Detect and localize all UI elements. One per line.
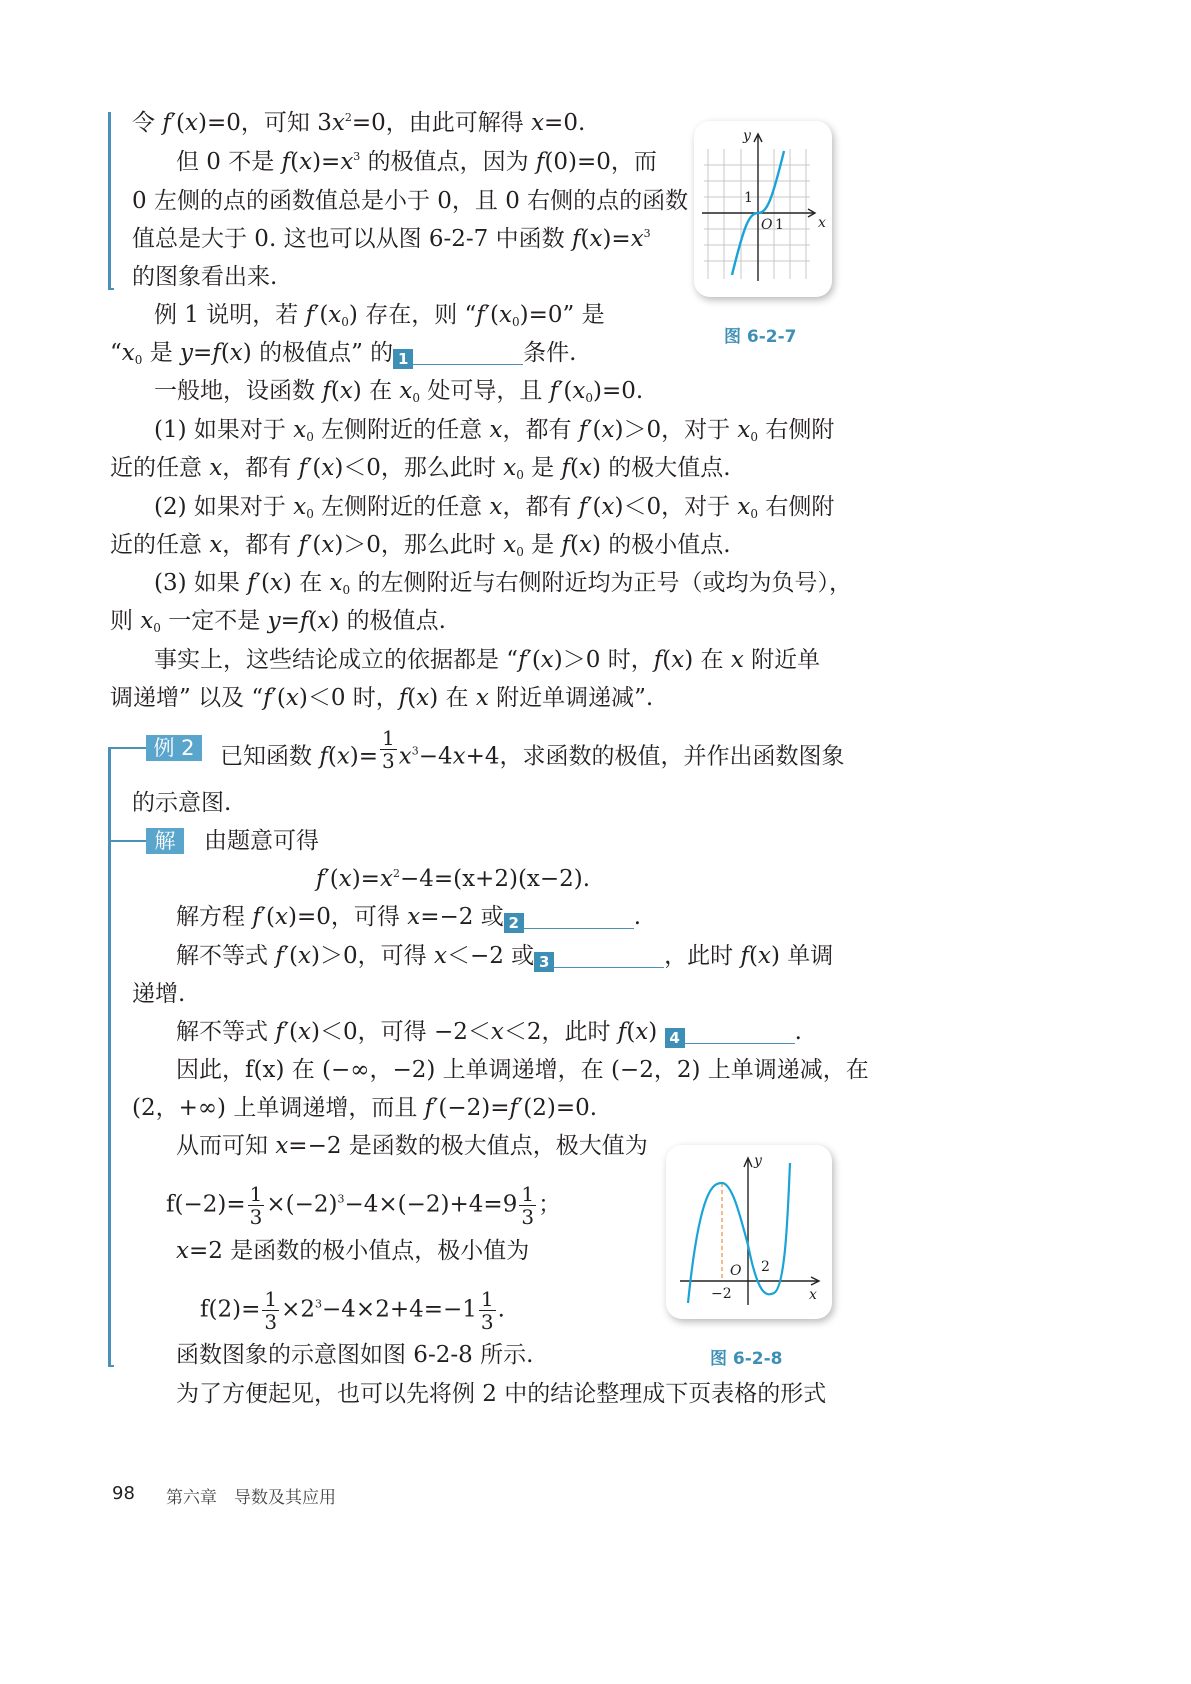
cubic-graph	[694, 121, 832, 297]
solution-figure-ref: 函数图象的示意图如图 6-2-8 所示.	[176, 1342, 534, 1368]
fig1-x-tick: 1	[775, 217, 784, 233]
solution-intro: 由题意可得	[204, 828, 319, 854]
solution-min-intro: x=2 是函数的极小值点，极小值为	[176, 1238, 530, 1264]
chapter-title: 第六章 导数及其应用	[166, 1488, 336, 1508]
fact-line1: 事实上，这些结论成立的依据都是 “f′(x)＞0 时，f(x) 在 x 附近单	[154, 647, 821, 673]
solution-tag: 解	[146, 828, 184, 854]
solution-step4-cont: (2，+∞) 上单调递增，而且 f′(−2)=f′(2)=0.	[132, 1095, 598, 1121]
solution-closing: 为了方便起见，也可以先将例 2 中的结论整理成下页表格的形式	[176, 1381, 827, 1407]
condition3-line1: (3) 如果 f′(x) 在 $x_0$ 的左侧附近与右侧附近均为正号（或均为负号），	[154, 570, 852, 597]
solution-step2-cont: 递增.	[132, 981, 186, 1007]
figure-6-2-7	[694, 121, 832, 297]
solution-min-value: f(2)= $\frac{1}{3}$ $\times 2^3-4\times 2+4=-1$ $\frac{1}{3}$ .	[200, 1287, 505, 1334]
figure-6-2-8-caption: 图 6-2-8	[710, 1349, 783, 1369]
para1-line2: 但 0 不是 $f(x)=x^3$ 的极值点，因为 f(0)=0，而	[176, 149, 657, 175]
blank-4[interactable]: 4	[665, 1021, 795, 1044]
solution-step2: 解不等式 f′(x)＞0，可得 x＜−2 或 3 ，此时 f(x) 单调	[176, 943, 834, 971]
fig1-origin: O	[761, 217, 773, 233]
cubic-curve-2	[688, 1163, 790, 1303]
condition1-line1: (1) 如果对于 $x_0$ 左侧附近的任意 x，都有 f′(x)＞0，对于 $x_0$ 右侧附	[154, 417, 835, 444]
example2-line2: 的示意图.	[132, 790, 232, 816]
margin-bar-top-end	[108, 288, 114, 290]
blank-1[interactable]: 1	[393, 342, 523, 365]
solution-step1: 解方程 f′(x)=0，可得 x=−2 或 2 .	[176, 904, 642, 932]
fig1-y-tick: 1	[744, 190, 753, 206]
fig2-tick-neg-two: −2	[711, 1286, 732, 1302]
solution-max-value: f(−2)= $\frac{1}{3}$ $\times(-2)^3-4\times(-2)+4=9$ $\frac{1}{3}$ ；	[166, 1182, 562, 1229]
example-bar-connector	[108, 747, 146, 749]
para1-line1: 令 f′(x)=0，可知 $3x^2=0$，由此可解得 x=0.	[132, 110, 586, 136]
fig2-x-label: x	[809, 1287, 817, 1303]
page-number: 98	[112, 1483, 135, 1504]
fig2-y-label: y	[754, 1153, 762, 1169]
fact-line2: 调递增” 以及 “f′(x)＜0 时，f(x) 在 x 附近单调递减”.	[110, 685, 654, 711]
para2-line2: “$x_0$ 是 y=f(x) 的极值点” 的 1 条件.	[110, 340, 577, 368]
solution-derivative: $f'(x)=x^2-4=(x+2)(x-2)$.	[316, 866, 591, 892]
condition3-line2: 则 $x_0$ 一定不是 y=f(x) 的极值点.	[110, 608, 446, 635]
fig2-origin: O	[730, 1263, 742, 1279]
blank-2[interactable]: 2	[504, 906, 634, 929]
example2-line1: 已知函数 f(x)= $\frac{1}{3}$ $x^3-4x+4$，求函数的极值，并作出函数图象	[220, 726, 845, 773]
solution-bar-connector	[108, 840, 146, 842]
para1-line3: 0 左侧的点的函数值总是小于 0，且 0 右侧的点的函数	[132, 188, 689, 214]
fig1-x-label: x	[818, 215, 826, 231]
para1-line5: 的图象看出来.	[132, 264, 278, 290]
general-line1: 一般地，设函数 f(x) 在 $x_0$ 处可导，且 $f'(x_0)=0$.	[154, 378, 644, 405]
para2-line1: 例 1 说明，若 $f'(x_0)$ 存在，则 “$f'(x_0)=0$” 是	[154, 302, 605, 329]
cubic-extrema-graph	[666, 1145, 832, 1319]
fig1-y-label: y	[743, 128, 751, 144]
condition2-line1: (2) 如果对于 $x_0$ 左侧附近的任意 x，都有 f′(x)＜0，对于 $x_0$ 右侧附	[154, 494, 835, 521]
example-bar-end	[108, 1365, 114, 1367]
example-2-tag: 例 2	[146, 735, 202, 761]
solution-step3: 解不等式 f′(x)＜0，可得 −2＜x＜2，此时 f(x) 4 .	[176, 1019, 802, 1047]
para1-line4: 值总是大于 0. 这也可以从图 6-2-7 中函数 $f(x)=x^3$	[132, 226, 651, 252]
solution-max-intro: 从而可知 x=−2 是函数的极大值点，极大值为	[176, 1133, 648, 1159]
figure-6-2-7-caption: 图 6-2-7	[724, 327, 797, 347]
condition1-line2: 近的任意 x，都有 f′(x)＜0，那么此时 $x_0$ 是 f(x) 的极大值点.	[110, 455, 731, 482]
margin-bar-top	[108, 112, 111, 290]
fig2-tick-two: 2	[761, 1259, 770, 1275]
blank-3[interactable]: 3	[534, 945, 664, 968]
condition2-line2: 近的任意 x，都有 f′(x)＞0，那么此时 $x_0$ 是 f(x) 的极小值点.	[110, 532, 731, 559]
solution-step4: 因此，f(x) 在 (−∞，−2) 上单调递增，在 (−2，2) 上单调递减，在	[176, 1057, 869, 1083]
figure-6-2-8	[666, 1145, 832, 1319]
